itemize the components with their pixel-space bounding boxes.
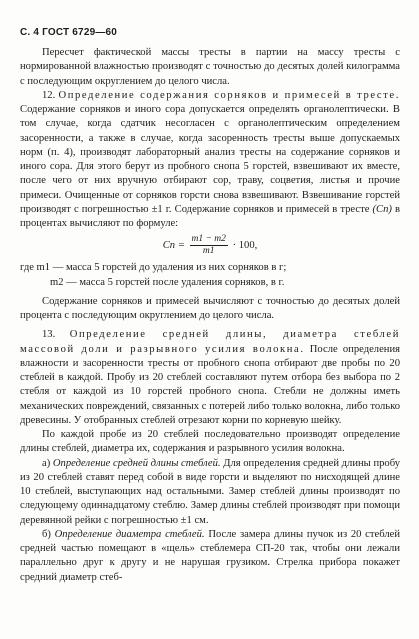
paragraph-precision: Содержание сорняков и примесей вычисляют с точностью до десятых долей процента с последующим округлением до целого числа. (20, 295, 400, 321)
subsection-a-title: Определение средней длины стеблей. (52, 457, 221, 469)
section-13-title: Определение средней длины, диаметра стеблей массовой доли и разрывного усилия волокна. (20, 329, 400, 355)
formula-numerator: m1 − m2 (191, 234, 226, 245)
subsection-a-body: Для определения средней длины пробу из 20 стеблей ставят перед собой в виде горсти и выделяют по нисходящей длине 10 стеблей, выступающих над остальными. Замер стеблей длины производят по следующему одиннадцатому стеблю. Замер длины стеблей производят при помощи деревянной рейки с погрешностью ±1 см. (20, 457, 400, 526)
section-12-body: Содержание сорняков и иного сора допускается определять органолептически. В том случае, когда сдатчик несогласен с органолептическим определением засоренности, а также в случае, когда засоренность тресты выше допускаемых норм (п. 4), производят лабораторный анализ тресты на содержание сорняков и иного сора. Для этого берут из пробного снопа 5 горстей, взвешивают их вместе, после чего от них вручную отбирают сор, траву, соцветия, листья и прочие примеси. Очищенные от сорняков горсти снова взвешивают. Взвешивание горстей производят с погрешностью ±1 г. Содержание сорняков и примесей в тресте (20, 104, 400, 215)
paragraph-recalculation: Пересчет фактической массы тресты в партии на массу тресты с нормированной влажностью производят с точностью до десятых долей килограмма с последующим округлением до целого числа. (20, 47, 400, 87)
subsection-b-title: Определение диаметра стеблей. (54, 528, 205, 540)
section-12-tail: в процентах вычисляют по формуле: (20, 203, 400, 229)
formula-denominator: m1 (202, 246, 215, 257)
paragraph-each-sample: По каждой пробе из 20 стеблей последовательно производят определение длины стеблей, диаметра их, содержания и разрывного усилия волокна. (20, 429, 400, 455)
body-text (20, 46, 400, 585)
page-header: С. 4 ГОСТ 6729—60 (20, 27, 118, 38)
legend-m2: m2 — масса 5 горстей после удаления сорняков, в г. (50, 276, 285, 288)
section-13 (20, 328, 400, 428)
subsection-a-label: а) (42, 457, 51, 469)
subsection-b-label: б) (42, 528, 51, 540)
formula-weeds (20, 234, 400, 257)
legend-m1: где m1 — масса 5 горстей до удаления из них сорняков в г; (20, 262, 287, 274)
formula-rhs: · 100, (232, 240, 258, 252)
section-12-title: Определение содержания сорняков и примесей в тресте. (58, 89, 400, 101)
section-13-number: 13. (42, 329, 56, 341)
section-12-variable: (Cп) (372, 203, 392, 215)
section-13-body: После определения влажности и засоренности тресты от пробного снопа отбирают две пробы по 20 стеблей в каждой. Пробу из 20 стеблей составляют путем отбора без выбора по 2 стебля от каждой из 10 горстей пробного снопа. Стебли не должны иметь механических повреждений, связанных с потерей либо только волокна, либо только древесины. У отобранных стеблей отрезают корни по корневую шейку. (20, 343, 400, 426)
subsection-b (20, 528, 400, 585)
formula-legend (20, 261, 400, 290)
formula-fraction (190, 234, 228, 257)
formula-lhs: Cп = (162, 240, 185, 252)
subsection-b-body: После замера длины пучок из 20 стеблей средней частью помещают в «щель» стеблемера СП-20 так, чтобы они лежали параллельно друг к другу и не нарушая грузиком. Стрелка прибора покажет средний диаметр стеб- (20, 528, 400, 583)
section-12-number: 12. (42, 89, 56, 101)
section-12 (20, 89, 400, 232)
subsection-a (20, 457, 400, 528)
